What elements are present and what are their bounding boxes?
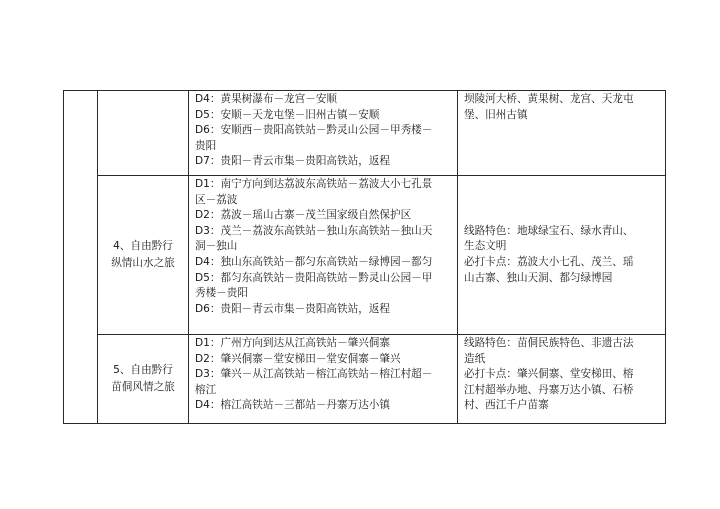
features-line: 堡、旧州古镇 (464, 108, 528, 121)
features-cell (458, 176, 666, 335)
route-name-cell (98, 176, 189, 335)
features-line: 必打卡点：荔波大小七孔、茂兰、瑶 (464, 256, 634, 268)
route-table (63, 90, 666, 424)
itinerary-cell (189, 176, 458, 335)
features-line: 山古寨、独山天洞、都匀绿博园 (464, 271, 613, 284)
itinerary-line: D1：广州方向到达从江高铁站－肇兴侗寨 (195, 337, 390, 349)
itinerary-cell (189, 91, 458, 176)
table-row (64, 335, 666, 424)
route-name-cell (98, 335, 189, 424)
itinerary-line: D2：肇兴侗寨－堂安梯田－堂安侗寨－肇兴 (195, 352, 401, 365)
route-name-line: 纵情山水之旅 (111, 257, 175, 269)
itinerary-line: D4：独山东高铁站－都匀东高铁站－绿博园－都匀 (195, 255, 433, 268)
features-line: 线路特色：苗侗民族特色、非遗古法 (464, 337, 634, 349)
itinerary-line: D6：安顺西－贵阳高铁站－黔灵山公园－甲秀楼－ (195, 124, 433, 137)
itinerary-cell (189, 335, 458, 424)
table-row (64, 91, 666, 176)
features-line: 必打卡点：肇兴侗寨、堂安梯田、榕 (464, 368, 634, 381)
features-cell (458, 91, 666, 176)
itinerary-line: D2：荔波－瑶山古寨－茂兰国家级自然保护区 (195, 209, 412, 222)
itinerary-line: D3：肇兴－从江高铁站－榕江高铁站－榕江村超－ (195, 368, 433, 381)
route-name-line: 苗侗风情之旅 (111, 381, 175, 393)
features-line: 江村超举办地、丹寨万达小镇、石桥 (464, 383, 634, 396)
itinerary-line: 秀楼－贵阳 (195, 287, 248, 300)
itinerary-line: 榕江 (195, 383, 217, 396)
route-name-cell (98, 91, 189, 176)
features-line: 村、西江千户苗寨 (464, 399, 549, 412)
table-row (64, 176, 666, 335)
itinerary-line: D4：黄果树瀑布－龙宫－安顺 (195, 93, 338, 105)
itinerary-line: 区－荔波 (195, 193, 238, 206)
route-name-line: 4、自由黔行 (113, 240, 173, 252)
route-name-line: 5、自由黔行 (113, 364, 173, 376)
itinerary-line: D7：贵阳－青云市集－贵阳高铁站，返程 (195, 155, 390, 168)
features-line: 线路特色：地球绿宝石、绿水青山、 (464, 224, 634, 237)
itinerary-line: D5：都匀东高铁站－贵阳高铁站－黔灵山公园－甲 (195, 271, 433, 284)
itinerary-line: D3：茂兰－荔波东高铁站－独山东高铁站－独山天 (195, 224, 433, 237)
itinerary-line: D6：贵阳－青云市集－贵阳高铁站，返程 (195, 302, 390, 315)
features-cell (458, 335, 666, 424)
merged-category-cell (64, 91, 98, 424)
itinerary-line: 洞－独山 (195, 240, 238, 253)
itinerary-line: D5：安顺－天龙屯堡－旧州古镇－安顺 (195, 108, 380, 121)
features-line: 造纸 (464, 352, 486, 365)
features-line: 生态文明 (464, 240, 507, 253)
features-line: 坝陵河大桥、黄果树、龙宫、天龙屯 (464, 93, 634, 105)
itinerary-line: 贵阳 (195, 139, 217, 152)
itinerary-line: D4：榕江高铁站－三都站－丹寨万达小镇 (195, 399, 390, 412)
itinerary-line: D1：南宁方向到达荔波东高铁站－荔波大小七孔景 (195, 178, 433, 190)
